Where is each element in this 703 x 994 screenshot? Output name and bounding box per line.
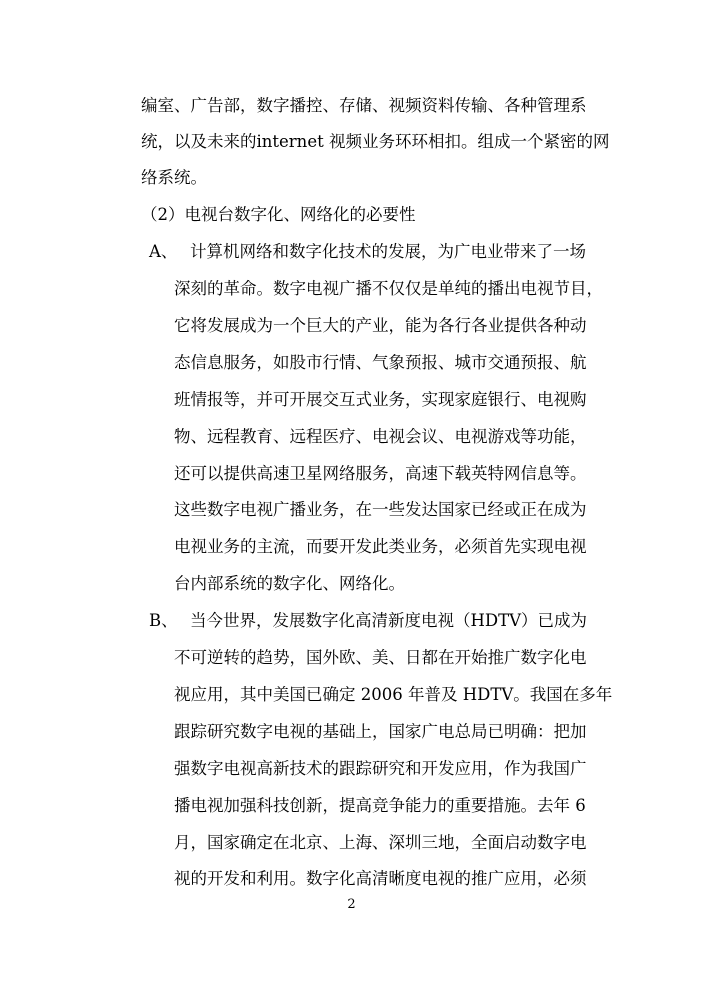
item-a-line-6: 物、远程教育、远程医疗、电视会议、电视游戏等功能， <box>174 427 587 446</box>
item-a-line-1: 计算机网络和数字化技术的发展，为广电业带来了一场 <box>190 242 586 261</box>
item-b-line-8: 视的开发和利用。数字化高清晰度电视的推广应用，必须 <box>174 869 587 888</box>
item-b-line-7: 月，国家确定在北京、上海、深圳三地，全面启动数字电 <box>174 833 587 852</box>
item-a-line-3: 它将发展成为一个巨大的产业，能为各行各业提供各种动 <box>174 316 587 335</box>
item-a-line-10: 台内部系统的数字化、网络化。 <box>174 574 405 593</box>
intro-line-3: 络系统。 <box>141 168 207 187</box>
item-b-line-2: 不可逆转的趋势，国外欧、美、日都在开始推广数字化电 <box>174 648 587 667</box>
item-a-line-9: 电视业务的主流，而要开发此类业务，必须首先实现电视 <box>174 537 587 556</box>
item-a-marker: A、 <box>149 242 178 261</box>
page-number: 2 <box>347 897 356 912</box>
item-b-line-3: 视应用，其中美国已确定 2006 年普及 HDTV。我国在多年 <box>174 685 613 704</box>
item-b-line-6: 播电视加强科技创新，提高竞争能力的重要措施。去年 6 <box>174 796 586 815</box>
intro-line-1: 编室、广告部，数字播控、存储、视频资料传输、各种管理系 <box>141 96 587 115</box>
item-b-line-1: 当今世界，发展数字化高清新度电视（HDTV）已成为 <box>190 611 588 630</box>
item-b-line-4: 跟踪研究数字电视的基础上，国家广电总局已明确：把加 <box>174 722 587 741</box>
item-a-line-4: 态信息服务，如股市行情、气象预报、城市交通预报、航 <box>174 353 587 372</box>
item-a-line-2: 深刻的革命。数字电视广播不仅仅是单纯的播出电视节目， <box>174 279 603 298</box>
item-a-line-7: 还可以提供高速卫星网络服务，高速下载英特网信息等。 <box>174 464 587 483</box>
intro-line-2: 统，以及未来的internet 视频业务环环相扣。组成一个紧密的网 <box>141 132 610 151</box>
item-b-marker: B、 <box>149 611 178 630</box>
section-heading: （2）电视台数字化、网络化的必要性 <box>141 205 416 224</box>
item-a-line-5: 班情报等，并可开展交互式业务，实现家庭银行、电视购 <box>174 390 587 409</box>
item-b-line-5: 强数字电视高新技术的跟踪研究和开发应用，作为我国广 <box>174 759 587 778</box>
item-a-line-8: 这些数字电视广播业务，在一些发达国家已经或正在成为 <box>174 500 587 519</box>
